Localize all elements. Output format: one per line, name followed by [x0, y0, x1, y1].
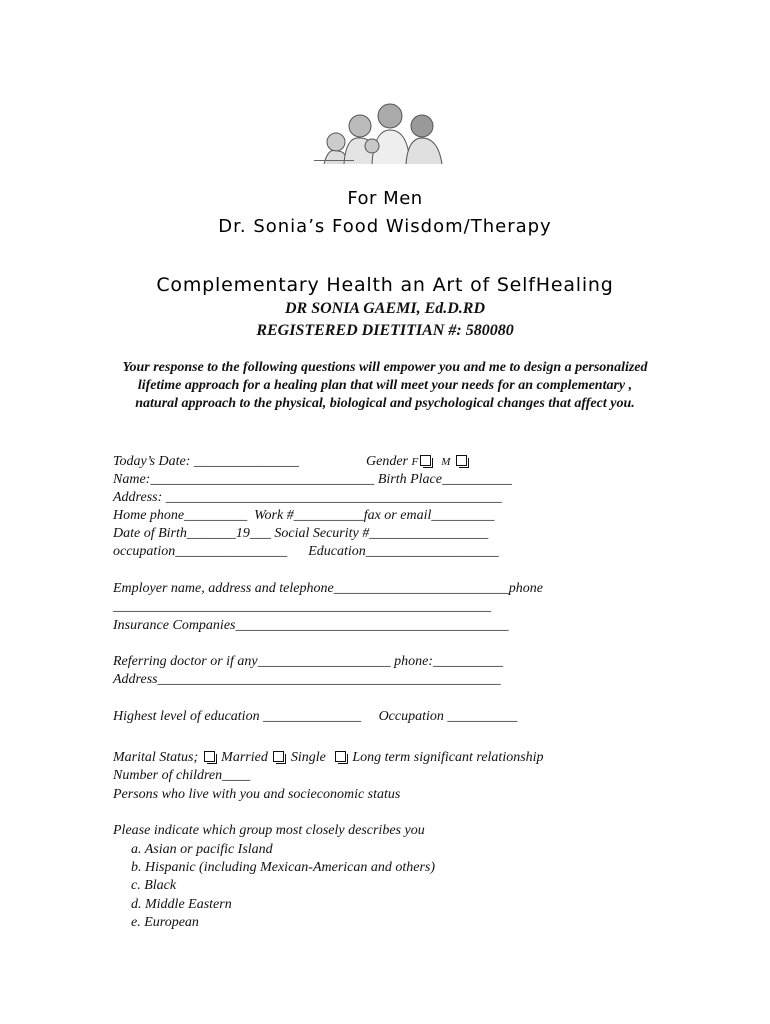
group-option: e. European	[131, 915, 199, 930]
occupation-field[interactable]: occupation________________ Education___________________	[113, 544, 499, 559]
address-field[interactable]: Address: ________________________________________________	[113, 490, 502, 505]
gender-field: Gender F M	[366, 453, 470, 471]
children-field[interactable]: Number of children____	[113, 768, 251, 783]
family-illustration	[310, 96, 450, 164]
subtitle: Complementary Health an Art of SelfHealing	[156, 274, 614, 296]
marital-status-field: Marital Status; Married Single Long term significant relationship	[113, 750, 544, 765]
intro-paragraph: Your response to the following questions will empower you and me to design a personalized lifetime approach for a healing plan that will meet your needs for an complementary , natural approach to the physical, biological and psychological changes that affect you.	[122, 360, 648, 411]
single-checkbox[interactable]	[273, 751, 284, 762]
gender-f-checkbox[interactable]	[420, 455, 431, 466]
employer-field[interactable]: Employer name, address and telephone_________________________phone	[113, 581, 543, 596]
referring-address-field[interactable]: Address_________________________________________________	[113, 672, 501, 687]
insurance-field[interactable]: Insurance Companies_______________________________________	[113, 618, 509, 633]
program-title: Dr. Sonia’s Food Wisdom/Therapy	[218, 216, 552, 237]
married-checkbox[interactable]	[204, 751, 215, 762]
group-option: d. Middle Eastern	[131, 897, 232, 912]
dob-field[interactable]: Date of Birth_______19___ Social Security #_________________	[113, 526, 489, 541]
group-option: b. Hispanic (including Mexican-American and others)	[131, 860, 436, 875]
registration-number: REGISTERED DIETITIAN #: 580080	[256, 322, 514, 339]
long-term-checkbox[interactable]	[335, 751, 346, 762]
todays-date-field[interactable]: Today’s Date: _______________	[113, 454, 299, 469]
name-field[interactable]: Name:________________________________ Birth Place__________	[113, 472, 512, 487]
employer-line-2[interactable]: ______________________________________________________	[113, 599, 491, 614]
referring-doctor-field[interactable]: Referring doctor or if any___________________ phone:__________	[113, 654, 504, 669]
doctor-name: DR SONIA GAEMI, Ed.D.RD	[284, 300, 486, 317]
for-men-heading: For Men	[347, 188, 423, 209]
education-field[interactable]: Highest level of education ______________ Occupation __________	[113, 709, 518, 724]
group-option: a. Asian or pacific Island	[131, 842, 273, 857]
gender-m-checkbox[interactable]	[456, 455, 467, 466]
group-option: c. Black	[131, 878, 177, 893]
phones-field[interactable]: Home phone_________ Work #__________fax or email_________	[113, 508, 495, 523]
persons-field: Persons who live with you and socieconomic status	[113, 787, 401, 802]
group-question: Please indicate which group most closely describes you	[113, 823, 425, 838]
